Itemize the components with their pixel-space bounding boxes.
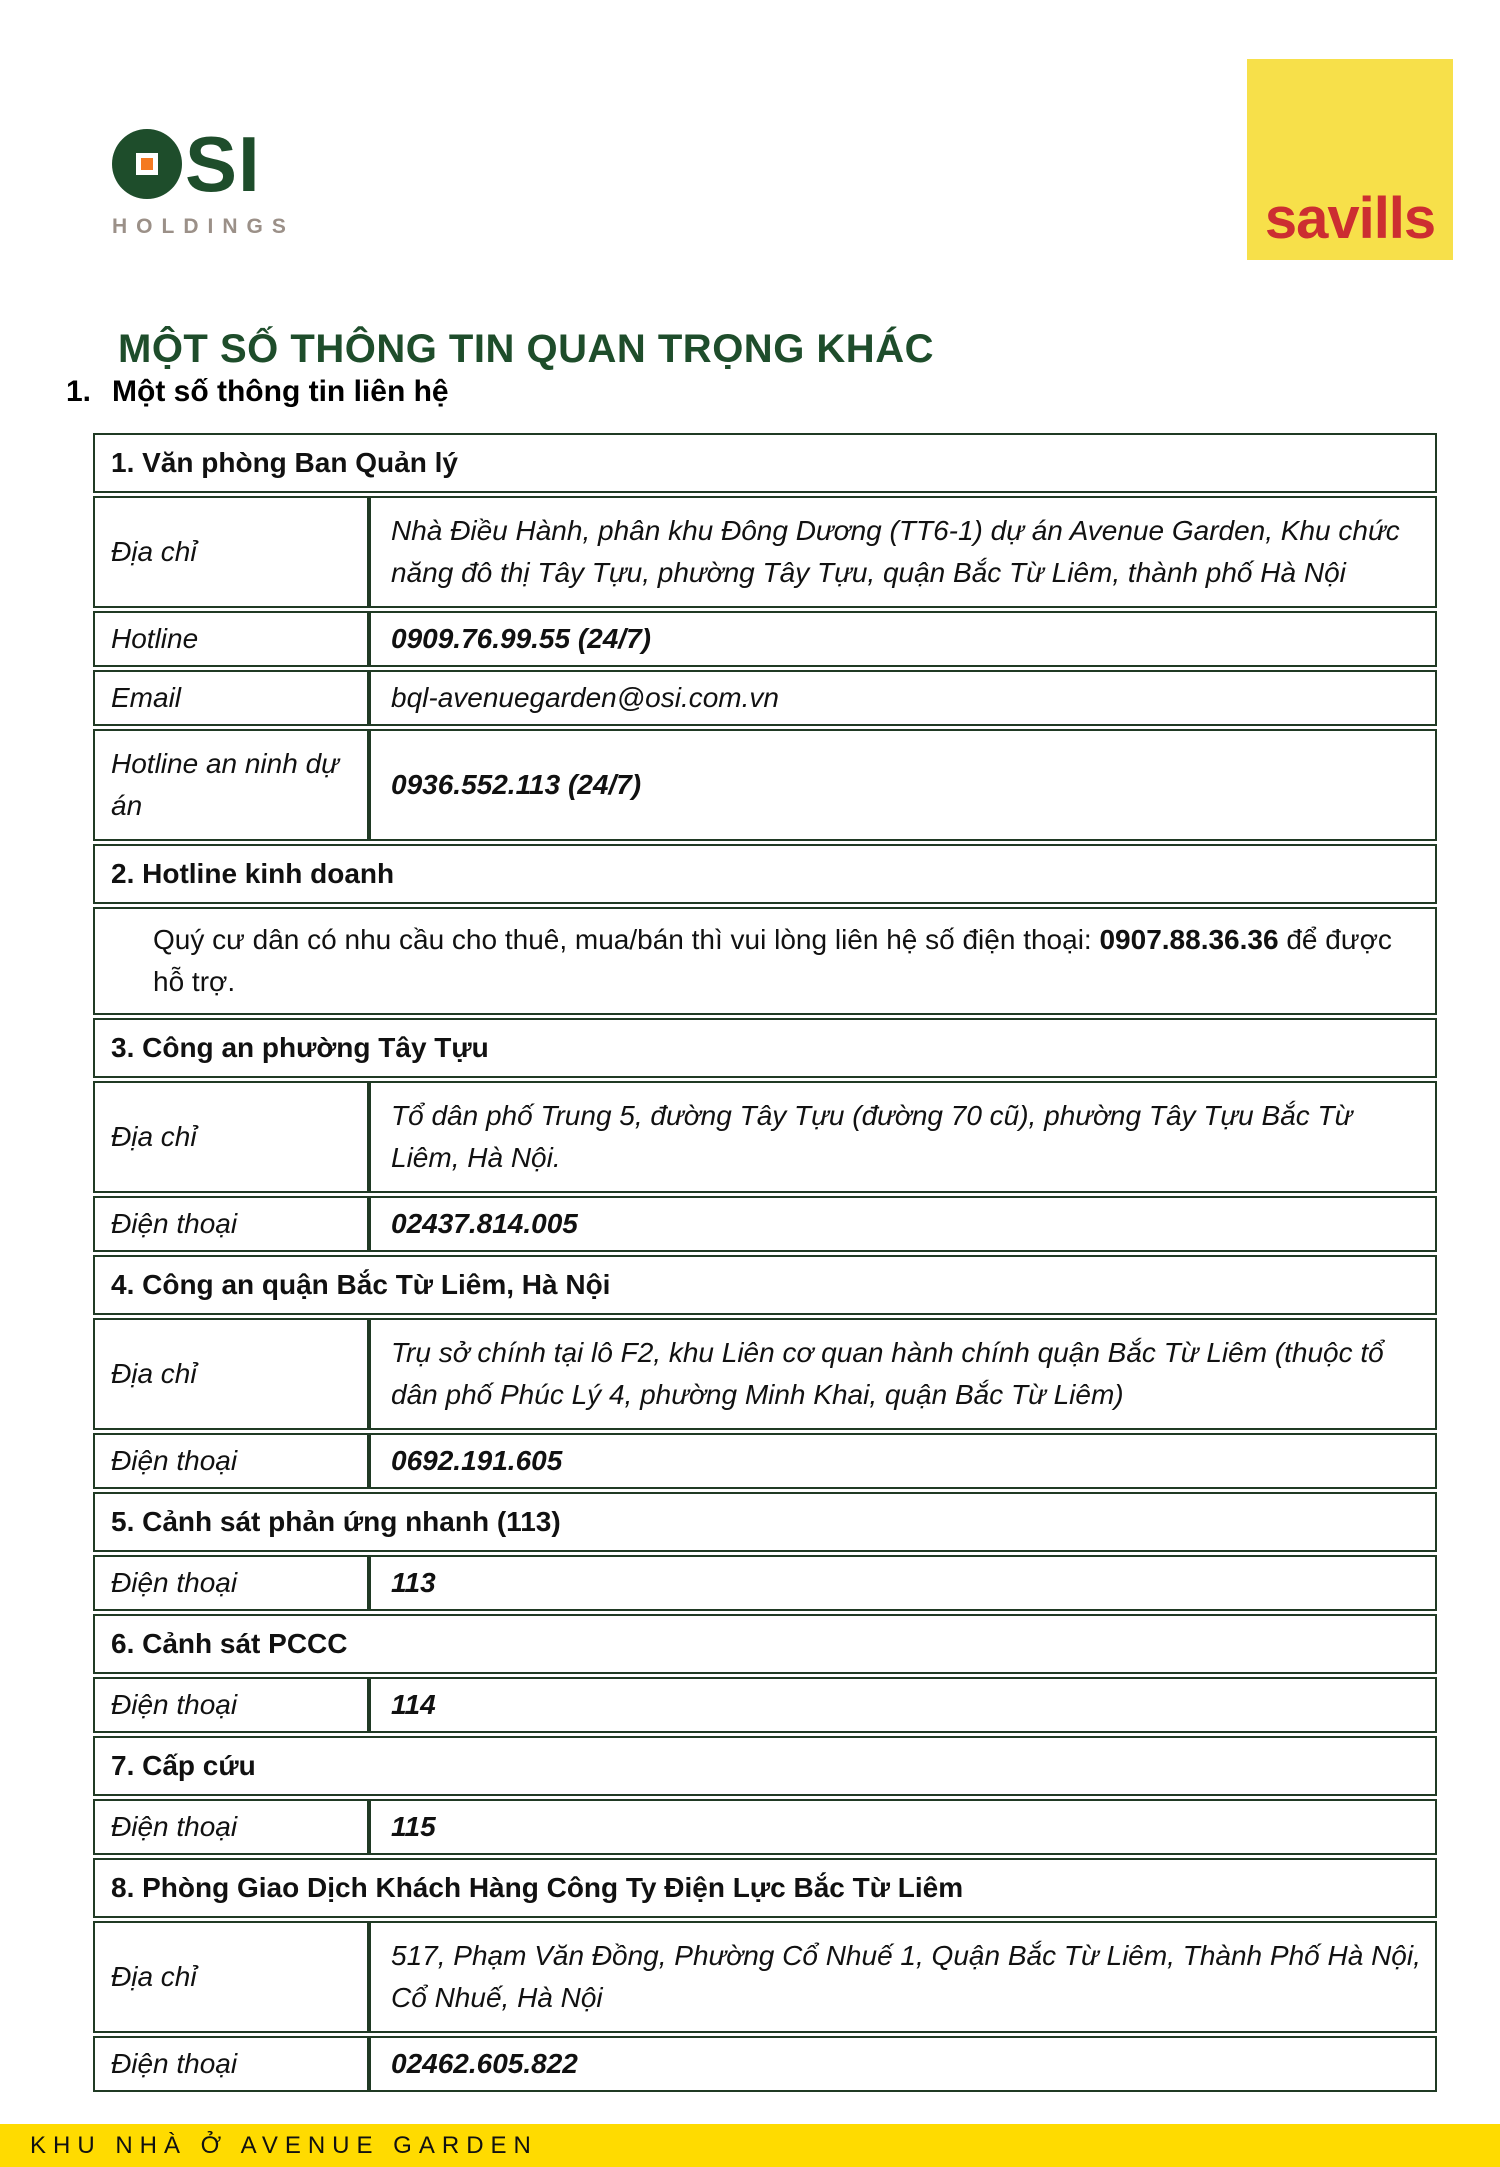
note-phone-number: 0907.88.36.36 bbox=[1099, 924, 1279, 955]
table-row bbox=[93, 1196, 1437, 1252]
section-heading bbox=[66, 375, 449, 409]
section-header-cell: 3. Công an phường Tây Tựu bbox=[93, 1018, 1437, 1078]
row-value-cell: 113 bbox=[369, 1555, 1437, 1611]
section-header-cell: 8. Phòng Giao Dịch Khách Hàng Công Ty Điện Lực Bắc Từ Liêm bbox=[93, 1858, 1437, 1918]
table-row bbox=[93, 2036, 1437, 2092]
row-value-cell: 0936.552.113 (24/7) bbox=[369, 729, 1437, 841]
row-label-cell: Điện thoại bbox=[93, 2036, 369, 2092]
row-label-cell: Điện thoại bbox=[93, 1433, 369, 1489]
row-value-cell: 114 bbox=[369, 1677, 1437, 1733]
table-row bbox=[93, 1018, 1437, 1078]
row-label-cell: Điện thoại bbox=[93, 1196, 369, 1252]
table-row bbox=[93, 1555, 1437, 1611]
row-value-cell: Nhà Điều Hành, phân khu Đông Dương (TT6-1) dự án Avenue Garden, Khu chức năng đô thị Tây Tựu, phường Tây Tựu, quận Bắc Từ Liêm, thành phố Hà Nội bbox=[369, 496, 1437, 608]
osi-holdings-text: HOLDINGS bbox=[112, 215, 295, 238]
note-cell bbox=[93, 907, 1437, 1015]
row-value-cell: 02462.605.822 bbox=[369, 2036, 1437, 2092]
row-label-cell: Địa chỉ bbox=[93, 1921, 369, 2033]
row-label-cell: Địa chỉ bbox=[93, 1318, 369, 1430]
page-title: MỘT SỐ THÔNG TIN QUAN TRỌNG KHÁC bbox=[118, 326, 934, 371]
osi-si-text: SI bbox=[185, 120, 261, 208]
table-row bbox=[93, 1614, 1437, 1674]
section-header-cell: 7. Cấp cứu bbox=[93, 1736, 1437, 1796]
osi-o-icon bbox=[112, 129, 182, 199]
table-row bbox=[93, 1318, 1437, 1430]
row-label-cell: Điện thoại bbox=[93, 1677, 369, 1733]
row-value-cell: bql-avenuegarden@osi.com.vn bbox=[369, 670, 1437, 726]
contact-table bbox=[93, 430, 1437, 2095]
table-row bbox=[93, 1921, 1437, 2033]
table-row bbox=[93, 844, 1437, 904]
osi-wordmark bbox=[112, 120, 295, 208]
row-label-cell: Hotline an ninh dự án bbox=[93, 729, 369, 841]
section-header-cell: 4. Công an quận Bắc Từ Liêm, Hà Nội bbox=[93, 1255, 1437, 1315]
table-row bbox=[93, 496, 1437, 608]
osi-holdings-logo bbox=[112, 120, 295, 239]
row-value-cell: 115 bbox=[369, 1799, 1437, 1855]
row-label-cell: Địa chỉ bbox=[93, 1081, 369, 1193]
row-label-cell: Địa chỉ bbox=[93, 496, 369, 608]
row-value-cell: 02437.814.005 bbox=[369, 1196, 1437, 1252]
row-value-cell: Trụ sở chính tại lô F2, khu Liên cơ quan hành chính quận Bắc Từ Liêm (thuộc tổ dân phố Phúc Lý 4, phường Minh Khai, quận Bắc Từ Liêm) bbox=[369, 1318, 1437, 1430]
table-row bbox=[93, 1799, 1437, 1855]
table-row bbox=[93, 1433, 1437, 1489]
row-value-cell: 0909.76.99.55 (24/7) bbox=[369, 611, 1437, 667]
table-row bbox=[93, 670, 1437, 726]
row-label-cell: Điện thoại bbox=[93, 1799, 369, 1855]
table-row bbox=[93, 611, 1437, 667]
table-row bbox=[93, 1492, 1437, 1552]
table-row bbox=[93, 1858, 1437, 1918]
section-number: 1. bbox=[66, 375, 92, 408]
header-logos bbox=[0, 0, 1500, 270]
savills-wordmark: savills bbox=[1264, 186, 1436, 251]
savills-logo bbox=[1247, 59, 1453, 260]
section-header-cell: 2. Hotline kinh doanh bbox=[93, 844, 1437, 904]
footer-project-name: KHU NHÀ Ở AVENUE GARDEN bbox=[30, 2131, 538, 2159]
table-row bbox=[93, 907, 1437, 1015]
osi-orange-square-icon bbox=[136, 153, 158, 175]
row-label-cell: Hotline bbox=[93, 611, 369, 667]
row-value-cell: 0692.191.605 bbox=[369, 1433, 1437, 1489]
note-text: Quý cư dân có nhu cầu cho thuê, mua/bán thì vui lòng liên hệ số điện thoại: bbox=[153, 924, 1100, 955]
row-value-cell: 517, Phạm Văn Đồng, Phường Cổ Nhuế 1, Quận Bắc Từ Liêm, Thành Phố Hà Nội, Cổ Nhuế, Hà Nội bbox=[369, 1921, 1437, 2033]
section-header-cell: 5. Cảnh sát phản ứng nhanh (113) bbox=[93, 1492, 1437, 1552]
table-row bbox=[93, 1736, 1437, 1796]
table-row bbox=[93, 1677, 1437, 1733]
row-value-cell: Tổ dân phố Trung 5, đường Tây Tựu (đường 70 cũ), phường Tây Tựu Bắc Từ Liêm, Hà Nội. bbox=[369, 1081, 1437, 1193]
row-label-cell: Email bbox=[93, 670, 369, 726]
row-label-cell: Điện thoại bbox=[93, 1555, 369, 1611]
section-label: Một số thông tin liên hệ bbox=[112, 375, 449, 408]
table-row bbox=[93, 1081, 1437, 1193]
section-header-cell: 6. Cảnh sát PCCC bbox=[93, 1614, 1437, 1674]
table-row bbox=[93, 1255, 1437, 1315]
note-text: để được hỗ trợ. bbox=[153, 924, 1392, 997]
contact-table-body bbox=[93, 433, 1437, 2092]
table-row bbox=[93, 729, 1437, 841]
section-header-cell: 1. Văn phòng Ban Quản lý bbox=[93, 433, 1437, 493]
footer-bar bbox=[0, 2124, 1500, 2167]
table-row bbox=[93, 433, 1437, 493]
